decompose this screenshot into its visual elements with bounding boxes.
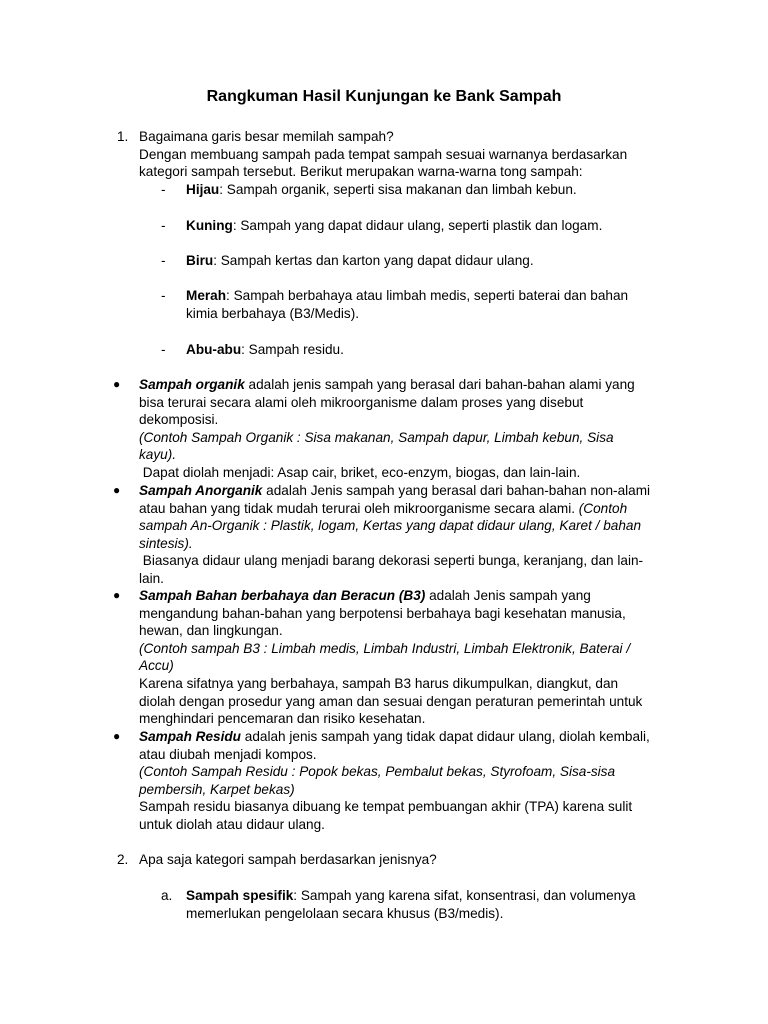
category-note: Karena sifatnya yang berbahaya, sampah B3 harus dikumpulkan, diangkut, dan [139, 675, 619, 691]
question-1-text [139, 128, 679, 181]
category-note: Sampah residu biasanya dibuang ke tempat pembuangan akhir (TPA) karena sulit [139, 799, 633, 815]
category-note: Dapat diolah menjadi: Asap cair, briket, eco-enzym, biogas, dan lain-lain. [139, 464, 581, 480]
category-note: menghindari pencemaran dan risiko kesehatan. [139, 711, 426, 727]
color-desc: : Sampah berbahaya atau limbah medis, seperti baterai dan bahan [226, 288, 629, 303]
category-definition: mengandung bahan-bahan yang berpotensi berbahaya bagi kesehatan manusia, [139, 605, 626, 621]
category-definition: atau diubah menjadi kompos. [139, 746, 317, 762]
category-name: Sampah Residu [139, 729, 241, 744]
document-title: Rangkuman Hasil Kunjungan ke Bank Sampah [206, 88, 562, 105]
category-example: (Contoh sampah B3 : Limbah medis, Limbah Industri, Limbah Elektronik, Baterai / [139, 640, 631, 656]
category-definition: dekomposisi. [139, 412, 219, 428]
list-marker: a. [161, 888, 173, 903]
bullet-icon: ● [113, 483, 121, 497]
answer-line: Dengan membuang sampah pada tempat sampah sesuai warnanya berdasarkan [139, 146, 628, 162]
category-note: diolah dengan prosedur yang aman dan sesuai dengan peraturan pemerintah untuk [139, 693, 643, 709]
dash-marker: - [161, 253, 166, 268]
question-text: Apa saja kategori sampah berdasarkan jenisnya? [139, 852, 437, 867]
dash-marker: - [161, 182, 166, 197]
category-example: (Contoh Sampah Organik : Sisa makanan, Sampah dapur, Limbah kebun, Sisa [139, 429, 614, 445]
bullet-icon: ● [113, 729, 121, 743]
category-note: untuk diolah atau didaur ulang. [139, 816, 325, 832]
question-number: 1. [117, 129, 129, 144]
color-name: Hijau [186, 182, 220, 197]
color-desc: : Sampah organik, seperti sisa makanan dan limbah kebun. [219, 182, 577, 197]
category-definition: adalah Jenis sampah yang [425, 588, 591, 603]
item-desc: : Sampah yang karena sifat, konsentrasi, dan volumenya [293, 888, 636, 903]
category-example: sampah An-Organik : Plastik, logam, Kertas yang dapat didaur ulang, Karet / bahan [139, 518, 641, 534]
item-desc: memerlukan pengelolaan secara khusus (B3/medis). [186, 905, 504, 921]
color-name: Kuning [186, 218, 233, 233]
category-definition: adalah jenis sampah yang berasal dari bahan-bahan alami yang [244, 377, 635, 392]
item-name: Sampah spesifik [186, 888, 294, 903]
category-name: Sampah organik [139, 377, 245, 392]
category-definition: hewan, dan lingkungan. [139, 623, 283, 639]
dash-marker: - [161, 342, 166, 357]
color-desc: kimia berbahaya (B3/Medis). [186, 305, 360, 321]
bullet-icon: ● [113, 377, 121, 391]
category-definition: adalah Jenis sampah yang berasal dari bahan-bahan non-alami [262, 483, 651, 498]
category-example: (Contoh Sampah Residu : Popok bekas, Pembalut bekas, Styrofoam, Sisa-sisa [139, 764, 616, 780]
color-desc: : Sampah residu. [241, 342, 344, 357]
color-name: Abu-abu [186, 342, 242, 357]
category-definition: bisa terurai secara alami oleh mikroorganisme dalam proses yang disebut [139, 394, 584, 410]
category-example: pembersih, Karpet bekas) [139, 781, 295, 797]
category-example: (Contoh [578, 500, 628, 516]
color-desc: : Sampah kertas dan karton yang dapat didaur ulang. [213, 253, 534, 268]
color-name: Biru [186, 253, 214, 268]
category-example: kayu). [139, 447, 177, 463]
category-example: Accu) [139, 658, 174, 674]
color-name: Merah [186, 288, 227, 303]
category-name: Sampah Anorganik [139, 483, 263, 498]
color-desc: : Sampah yang dapat didaur ulang, seperti plastik dan logam. [232, 218, 603, 233]
category-definition: adalah jenis sampah yang tidak dapat didaur ulang, diolah kembali, [240, 729, 650, 744]
dash-marker: - [161, 218, 166, 233]
category-note: Biasanya didaur ulang menjadi barang dekorasi seperti bunga, keranjang, dan lain- [139, 553, 644, 569]
dash-marker: - [161, 288, 166, 303]
question-text: Bagaimana garis besar memilah sampah? [139, 129, 394, 144]
question-number: 2. [117, 852, 129, 867]
category-name: Sampah Bahan berbahaya dan Beracun (B3) [139, 588, 426, 603]
category-note: lain. [139, 570, 164, 586]
bullet-icon: ● [113, 588, 121, 602]
category-definition: atau bahan yang tidak mudah terurai oleh mikroorganisme secara alami. [139, 500, 579, 516]
answer-line: kategori sampah tersebut. Berikut merupakan warna-warna tong sampah: [139, 164, 583, 180]
category-example: sintesis). [139, 535, 193, 551]
